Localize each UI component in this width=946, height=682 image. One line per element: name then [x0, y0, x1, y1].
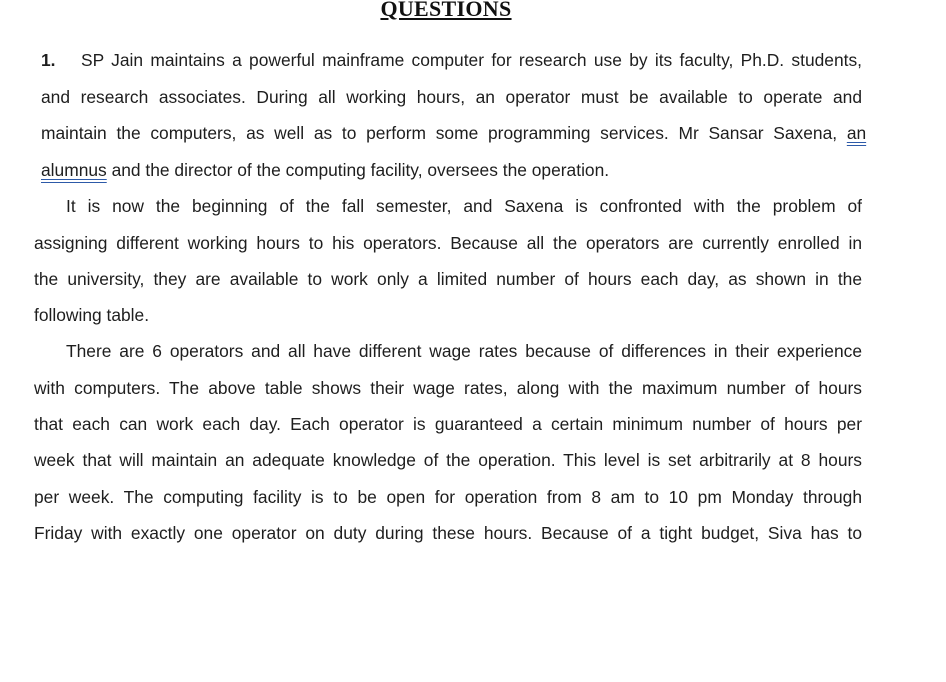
- paragraph-3-line-4: [34, 448, 862, 472]
- paragraph-3-line-3: [34, 412, 862, 436]
- paragraph-2-text-3: the university, they are available to work only a limited number of hours each day, as shown in the: [34, 269, 862, 289]
- paragraph-2-line-2: [34, 231, 862, 255]
- paragraph-3-text-6: Friday with exactly one operator on duty during these hours. Because of a tight budget, Siva has to: [34, 523, 862, 543]
- paragraph-2-text-2: assigning different working hours to his operators. Because all the operators are currently enrolled in: [34, 233, 862, 253]
- question-1-line-3: [41, 121, 871, 145]
- question-1-line-4: [41, 158, 609, 182]
- paragraph-3-text-1: There are 6 operators and all have different wage rates because of differences in their experience: [66, 341, 862, 361]
- question-1-line-1: [41, 48, 862, 72]
- grammar-flag-an[interactable]: an: [846, 123, 867, 143]
- question-1-line-2: [41, 85, 862, 109]
- paragraph-1-text-2: and research associates. During all working hours, an operator must be available to operate and: [41, 87, 862, 107]
- paragraph-2-text-4: following table.: [34, 305, 150, 325]
- grammar-flag-alumnus[interactable]: alumnus: [41, 160, 107, 180]
- question-number: 1.: [41, 50, 56, 70]
- paragraph-3-text-4: week that will maintain an adequate knowledge of the operation. This level is set arbitrarily at 8 hours: [34, 450, 862, 470]
- paragraph-1-text-3: maintain the computers, as well as to perform some programming services. Mr Sansar Saxena,: [41, 123, 838, 143]
- paragraph-3-line-5: [34, 485, 862, 509]
- page-title: QUESTIONS: [380, 0, 512, 21]
- paragraph-1-text-4: and the director of the computing facility, oversees the operation.: [111, 160, 610, 180]
- paragraph-2-line-1: [66, 194, 862, 218]
- paragraph-3-line-2: [34, 376, 862, 400]
- paragraph-3-text-2: with computers. The above table shows their wage rates, along with the maximum number of hours: [34, 378, 862, 398]
- paragraph-3-text-5: per week. The computing facility is to be open for operation from 8 am to 10 pm Monday through: [34, 487, 862, 507]
- paragraph-2-line-4: [34, 303, 149, 327]
- paragraph-3-text-3: that each can work each day. Each operator is guaranteed a certain minimum number of hours per: [34, 414, 862, 434]
- paragraph-2-text-1: It is now the beginning of the fall semester, and Saxena is confronted with the problem of: [66, 196, 862, 216]
- paragraph-3-line-1: [66, 339, 862, 363]
- paragraph-3-line-6: [34, 521, 862, 545]
- paragraph-2-line-3: [34, 267, 862, 291]
- paragraph-1-text-1: SP Jain maintains a powerful mainframe computer for research use by its faculty, Ph.D. students,: [81, 50, 862, 70]
